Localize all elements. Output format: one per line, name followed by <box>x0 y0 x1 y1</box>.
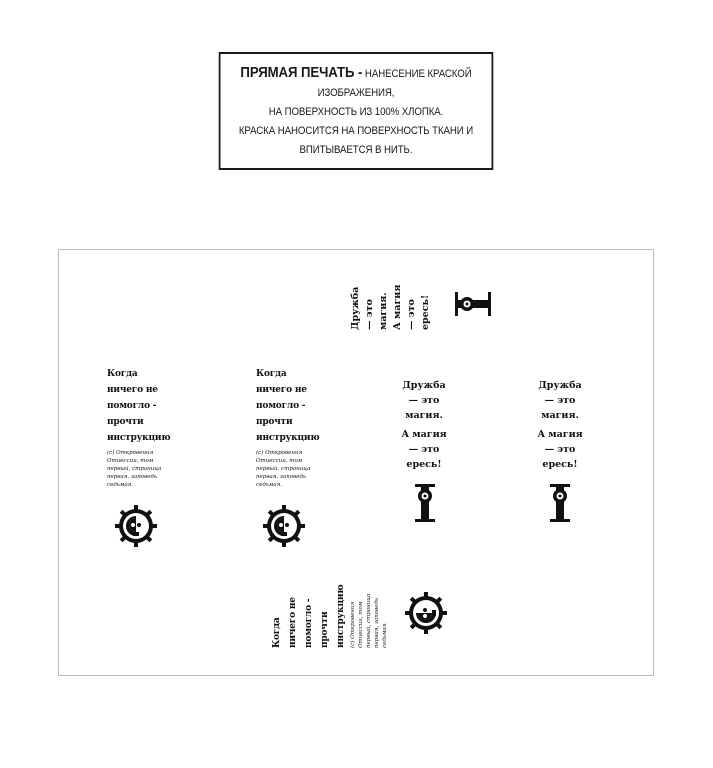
inquisition-i-icon <box>550 484 570 522</box>
instruction-rotated <box>269 563 349 648</box>
instruction-line: помогло - <box>107 401 157 411</box>
instruction-line: помогло - <box>304 598 314 648</box>
instruction-line: Когда <box>272 617 282 648</box>
print-sheet <box>58 249 654 676</box>
quote-block-2 <box>256 449 326 489</box>
info-lead: ПРЯМАЯ ПЕЧАТЬ - <box>240 63 363 81</box>
friendship-rotated <box>349 260 433 330</box>
quote-line: Отиессии, том <box>256 458 303 464</box>
info-line-1 <box>220 63 491 103</box>
inquisition-i-icon <box>453 292 493 316</box>
instruction-line: Когда <box>107 369 138 379</box>
instruction-line: ничего не <box>256 385 307 395</box>
friend-line: магия. <box>405 410 443 421</box>
info-line-3: КРАСКА НАНОСИТСЯ НА ПОВЕРХНОСТЬ ТКАНИ И ВПИТЫВАЕТСЯ В НИТЬ. <box>238 124 474 156</box>
inquisition-i-icon <box>415 484 435 522</box>
friend-line: ересь! <box>542 459 578 470</box>
instruction-line: инструкцию <box>256 433 320 443</box>
instruction-block-2 <box>256 366 336 446</box>
friend-line: ересь! <box>420 294 431 330</box>
instruction-line: ничего не <box>288 597 298 648</box>
friend-line: — это <box>544 444 576 455</box>
quote-line: первый, страница <box>366 593 372 648</box>
quote-line: Отиессии, том <box>358 601 364 648</box>
friend-line: Дружба <box>350 286 361 330</box>
quote-line: (с) Откровения <box>350 601 356 648</box>
quote-block-1 <box>107 449 177 489</box>
friend-line: магия. <box>541 410 579 421</box>
skull-cog-icon <box>263 505 305 547</box>
quote-line: седьмая. <box>382 621 388 648</box>
info-line-2: НА ПОВЕРХНОСТЬ ИЗ 100% ХЛОПКА. <box>268 105 444 118</box>
friend-line: — это <box>364 299 375 330</box>
quote-line: (с) Откровения <box>107 450 154 456</box>
friend-line: — это <box>408 395 440 406</box>
friend-line: ересь! <box>406 459 442 470</box>
quote-line: первая, заповедь <box>256 474 307 480</box>
instruction-line: помогло - <box>256 401 306 411</box>
quote-line: Отиессии, том <box>107 458 154 464</box>
friendship-block-2 <box>525 378 595 472</box>
friend-line: А магия <box>401 429 447 440</box>
instruction-line: инструкцию <box>107 433 171 443</box>
skull-cog-icon <box>115 505 157 547</box>
quote-line: седьмая. <box>107 482 134 488</box>
quote-line: первый, страница <box>107 466 162 472</box>
instruction-block-1 <box>107 366 187 446</box>
instruction-line: прочти <box>256 417 293 427</box>
skull-cog-icon <box>405 592 447 634</box>
instruction-line: Когда <box>256 369 287 379</box>
quote-line: седьмая. <box>256 482 283 488</box>
instruction-line: инструкцию <box>336 584 346 648</box>
quote-line: первая, заповедь <box>374 597 380 648</box>
instruction-line: прочти <box>107 417 144 427</box>
friend-line: Дружба <box>402 380 446 391</box>
friend-line: — это <box>406 299 417 330</box>
friendship-block-1 <box>389 378 459 472</box>
instruction-line: прочти <box>320 611 330 648</box>
friend-line: — это <box>544 395 576 406</box>
print-info-box <box>219 52 494 170</box>
friend-line: магия. <box>378 292 389 330</box>
quote-line: первый, страница <box>256 466 311 472</box>
friend-line: Дружба <box>538 380 582 391</box>
friend-line: А магия <box>537 429 583 440</box>
friend-line: А магия <box>392 284 403 330</box>
friend-line: — это <box>408 444 440 455</box>
quote-line: (с) Откровения <box>256 450 303 456</box>
info-line-1-rest: НАНЕСЕНИЕ КРАСКОЙ ИЗОБРАЖЕНИЯ, <box>317 67 472 99</box>
quote-rotated <box>349 573 389 648</box>
quote-line: первая, заповедь <box>107 474 158 480</box>
instruction-line: ничего не <box>107 385 158 395</box>
